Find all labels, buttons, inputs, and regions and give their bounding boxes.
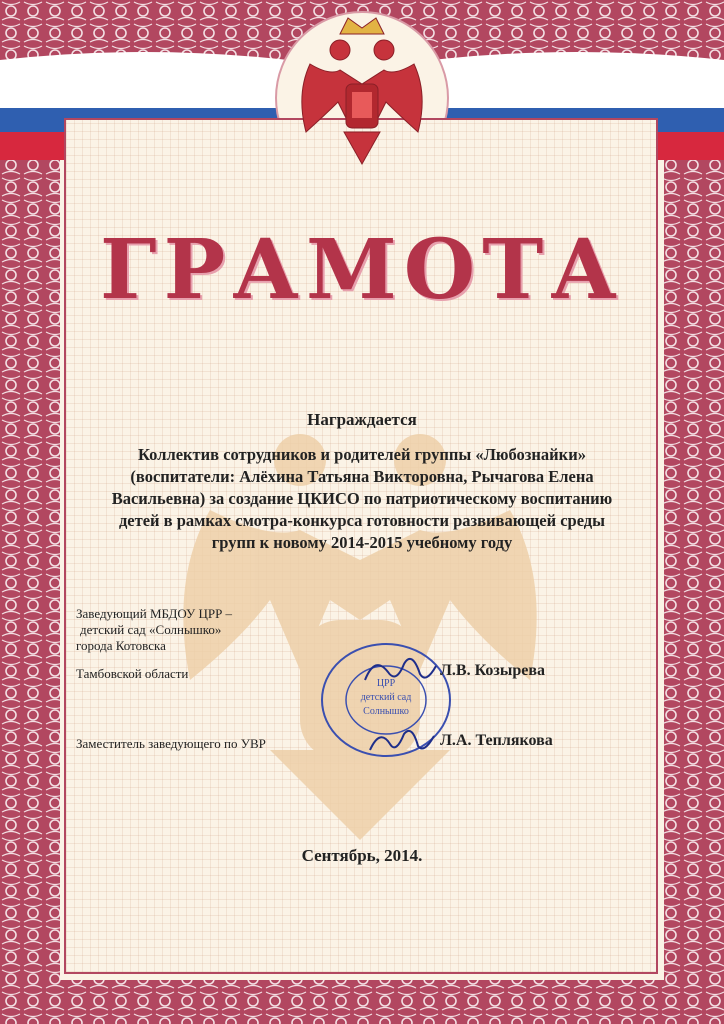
signatory2-name: Л.А. Теплякова xyxy=(440,732,553,749)
stamp-line: ЦРР xyxy=(376,678,396,689)
award-text xyxy=(80,444,644,554)
signatory1-position: Заведующий МБДОУ ЦРР – детский сад «Солнышко» города Котовска Тамбовской области xyxy=(76,606,233,681)
stamp-line: детский сад xyxy=(360,692,412,703)
award-text-line: (воспитатели: Алёхина Татьяна Викторовна, Рычагова Елена xyxy=(130,467,594,486)
signatory2-position: Заместитель заведующего по УВР xyxy=(76,736,266,751)
signatory1-name: Л.В. Козырева xyxy=(440,662,545,679)
double-headed-eagle-icon xyxy=(290,14,434,182)
award-text-line: Коллектив сотрудников и родителей группы «Любознайки» xyxy=(138,445,586,464)
certificate-title: ГРАМОТА xyxy=(99,222,625,318)
signature2-scribble xyxy=(366,724,438,760)
certificate-date: Сентябрь, 2014. xyxy=(301,846,423,865)
award-text-line: детей в рамках смотра-конкурса готовности развивающей среды xyxy=(118,511,606,530)
signature1-scribble xyxy=(360,650,440,690)
awarded-label: Награждается xyxy=(307,410,417,429)
award-text-line: Васильевна) за создание ЦКИСО по патриотическому воспитанию xyxy=(111,489,613,508)
award-text-line: групп к новому 2014-2015 учебному году xyxy=(211,533,513,552)
stamp-line: Солнышко xyxy=(363,706,409,717)
